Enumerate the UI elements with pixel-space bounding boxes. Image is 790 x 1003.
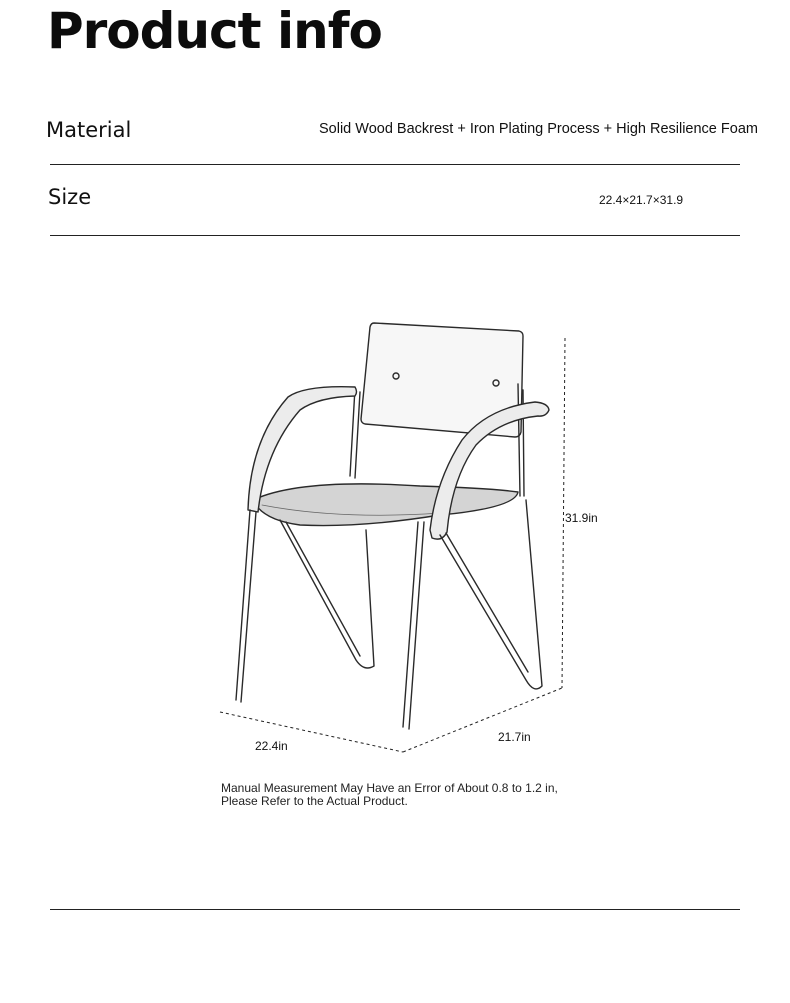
size-label: Size [48,185,92,209]
measurement-note-line1: Manual Measurement May Have an Error of About 0.8 to 1.2 in, [221,781,558,795]
front-left-leg [236,510,256,702]
front-right-leg [403,522,424,729]
seat-cushion [253,484,518,526]
material-value: Solid Wood Backrest + Iron Plating Process + High Resilience Foam [319,121,758,137]
chair-illustration [236,323,549,729]
page-title: Product info [47,2,382,60]
back-post-left [350,388,360,478]
measurement-note-line2: Please Refer to the Actual Product. [221,794,408,808]
right-runner [440,500,542,689]
height-dimension-label: 31.9in [565,511,598,525]
size-value: 22.4×21.7×31.9 [599,193,684,207]
material-label: Material [46,118,132,142]
width-dimension-line [220,712,403,752]
depth-dimension-line [403,688,562,752]
rear-left-leg [280,520,374,668]
measurement-note [221,782,558,808]
divider-bottom [50,909,740,910]
width-dimension-label: 22.4in [255,739,288,753]
depth-dimension-label: 21.7in [498,730,531,744]
